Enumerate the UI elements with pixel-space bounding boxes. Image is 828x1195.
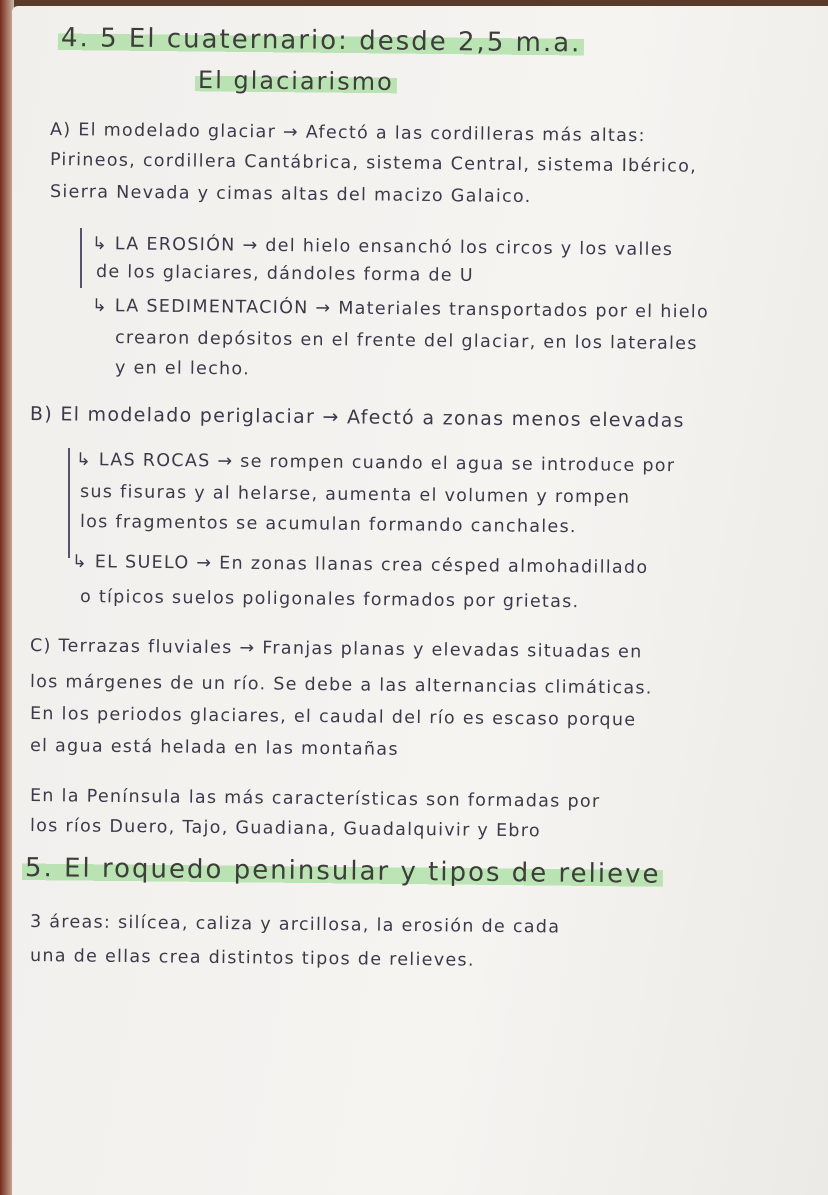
- erosion-line: ↳ LA EROSIÓN → del hielo ensanchó los circos y los valles: [91, 234, 674, 261]
- rocks-line: ↳ LAS ROCAS → se rompen cuando el agua se introduce por: [75, 450, 676, 477]
- section-c-line: En los periodos glaciares, el caudal del río es escaso porque: [29, 704, 637, 731]
- section-5-line: 3 áreas: silícea, caliza y arcillosa, la erosión de cada: [29, 912, 561, 938]
- sedimentation-line: crearon depósitos en el frente del glaciar, en los laterales: [114, 328, 698, 355]
- section-c-line: los márgenes de un río. Se debe a las alternancias climáticas.: [29, 672, 653, 699]
- soil-line: ↳ EL SUELO → En zonas llanas crea césped almohadillado: [71, 552, 649, 579]
- section-c-line: En la Península las más características son formadas por: [29, 786, 601, 812]
- soil-line: o típicos suelos poligonales formados por grietas.: [79, 587, 580, 613]
- section-c-heading: C) Terrazas fluviales → Franjas planas y elevadas situadas en: [29, 636, 643, 663]
- title-line-2: [195, 66, 397, 97]
- rocks-line: sus fisuras y al helarse, aumenta el volumen y rompen: [79, 482, 631, 508]
- erosion-line: de los glaciares, dándoles forma de U: [95, 262, 474, 286]
- title-text-2: El glaciarismo: [195, 66, 397, 96]
- section-a-heading: A) El modelado glaciar → Afectó a las cordilleras más altas:: [49, 120, 646, 147]
- section-c-line: los ríos Duero, Tajo, Guadiana, Guadalquivir y Ebro: [29, 816, 541, 842]
- section-5-line: una de ellas crea distintos tipos de relieves.: [29, 946, 475, 971]
- section-b-heading: B) El modelado periglaciar → Afectó a zonas menos elevadas: [29, 403, 685, 432]
- bracket-line: [68, 448, 70, 558]
- title-line-1: [58, 23, 585, 59]
- section-c-line: el agua está helada en las montañas: [29, 736, 399, 760]
- section-5-heading: [22, 853, 664, 890]
- section-a-line: Pirineos, cordillera Cantábrica, sistema Central, sistema Ibérico,: [49, 150, 698, 177]
- section-a-line: Sierra Nevada y cimas altas del macizo Galaico.: [49, 182, 532, 208]
- sedimentation-line: y en el lecho.: [114, 358, 251, 380]
- bracket-line: [80, 228, 82, 288]
- section-5-heading-text: 5. El roquedo peninsular y tipos de relieve: [22, 853, 664, 890]
- sedimentation-line: ↳ LA SEDIMENTACIÓN → Materiales transportados por el hielo: [91, 296, 710, 323]
- rocks-line: los fragmentos se acumulan formando canchales.: [79, 512, 577, 538]
- title-text-1: 4. 5 El cuaternario: desde 2,5 m.a.: [58, 23, 585, 59]
